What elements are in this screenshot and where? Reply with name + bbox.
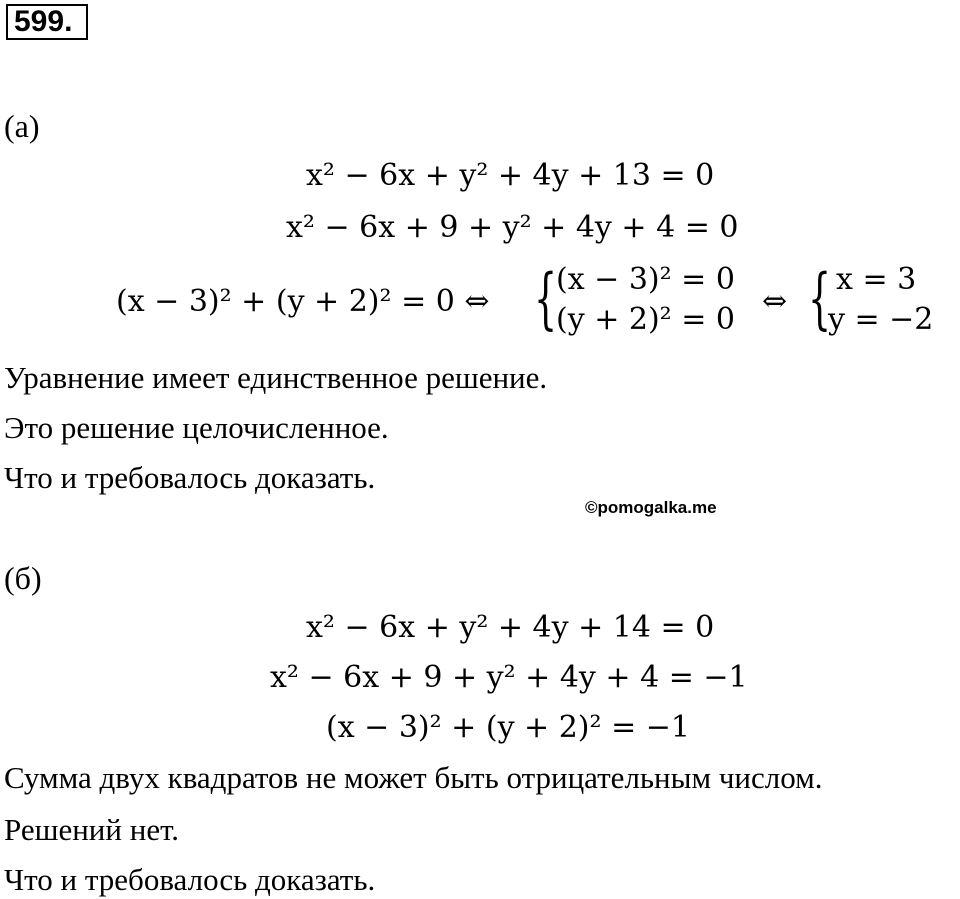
system-1-brace: { (534, 260, 558, 337)
problem-number-value: 599 (14, 5, 65, 38)
part-b-text-3: Что и требовалось доказать. (4, 862, 376, 897)
part-a-equation-1: x² − 6x + y² + 4y + 13 = 0 (306, 158, 715, 193)
equivalence-symbol: ⇔ (762, 284, 788, 319)
part-b-text-2: Решений нет. (4, 812, 180, 847)
part-b-equation-3: (x − 3)² + (y + 2)² = −1 (326, 710, 690, 745)
part-a-equation-2: x² − 6x + 9 + y² + 4y + 4 = 0 (286, 210, 739, 245)
part-a-text-2: Это решение целочисленное. (4, 410, 389, 445)
problem-number (6, 4, 88, 40)
part-a-text-3: Что и требовалось доказать. (4, 460, 376, 495)
part-a-equation-3: (x − 3)² + (y + 2)² = 0 ⇔ (116, 284, 490, 319)
system-2-brace: { (808, 260, 832, 337)
part-b-equation-2: x² − 6x + 9 + y² + 4y + 4 = −1 (270, 660, 748, 695)
watermark: ©pomogalka.me (585, 498, 717, 517)
part-a-label: (а) (4, 108, 40, 144)
part-b-equation-1: x² − 6x + y² + 4y + 14 = 0 (306, 610, 715, 645)
system-2 (828, 260, 933, 340)
system-2-line-1: x = 3 (836, 262, 917, 297)
part-a-text-1: Уравнение имеет единственное решение. (4, 360, 548, 395)
system-2-line-2: y = −2 (828, 302, 934, 337)
system-1-line-2: (y + 2)² = 0 (556, 302, 735, 337)
problem-number-dot: . (64, 5, 73, 38)
part-b-text-1: Сумма двух квадратов не может быть отрицательным числом. (4, 760, 823, 795)
system-1-line-1: (x − 3)² = 0 (556, 262, 735, 297)
system-1 (556, 260, 735, 340)
part-b-label: (б) (4, 560, 42, 596)
